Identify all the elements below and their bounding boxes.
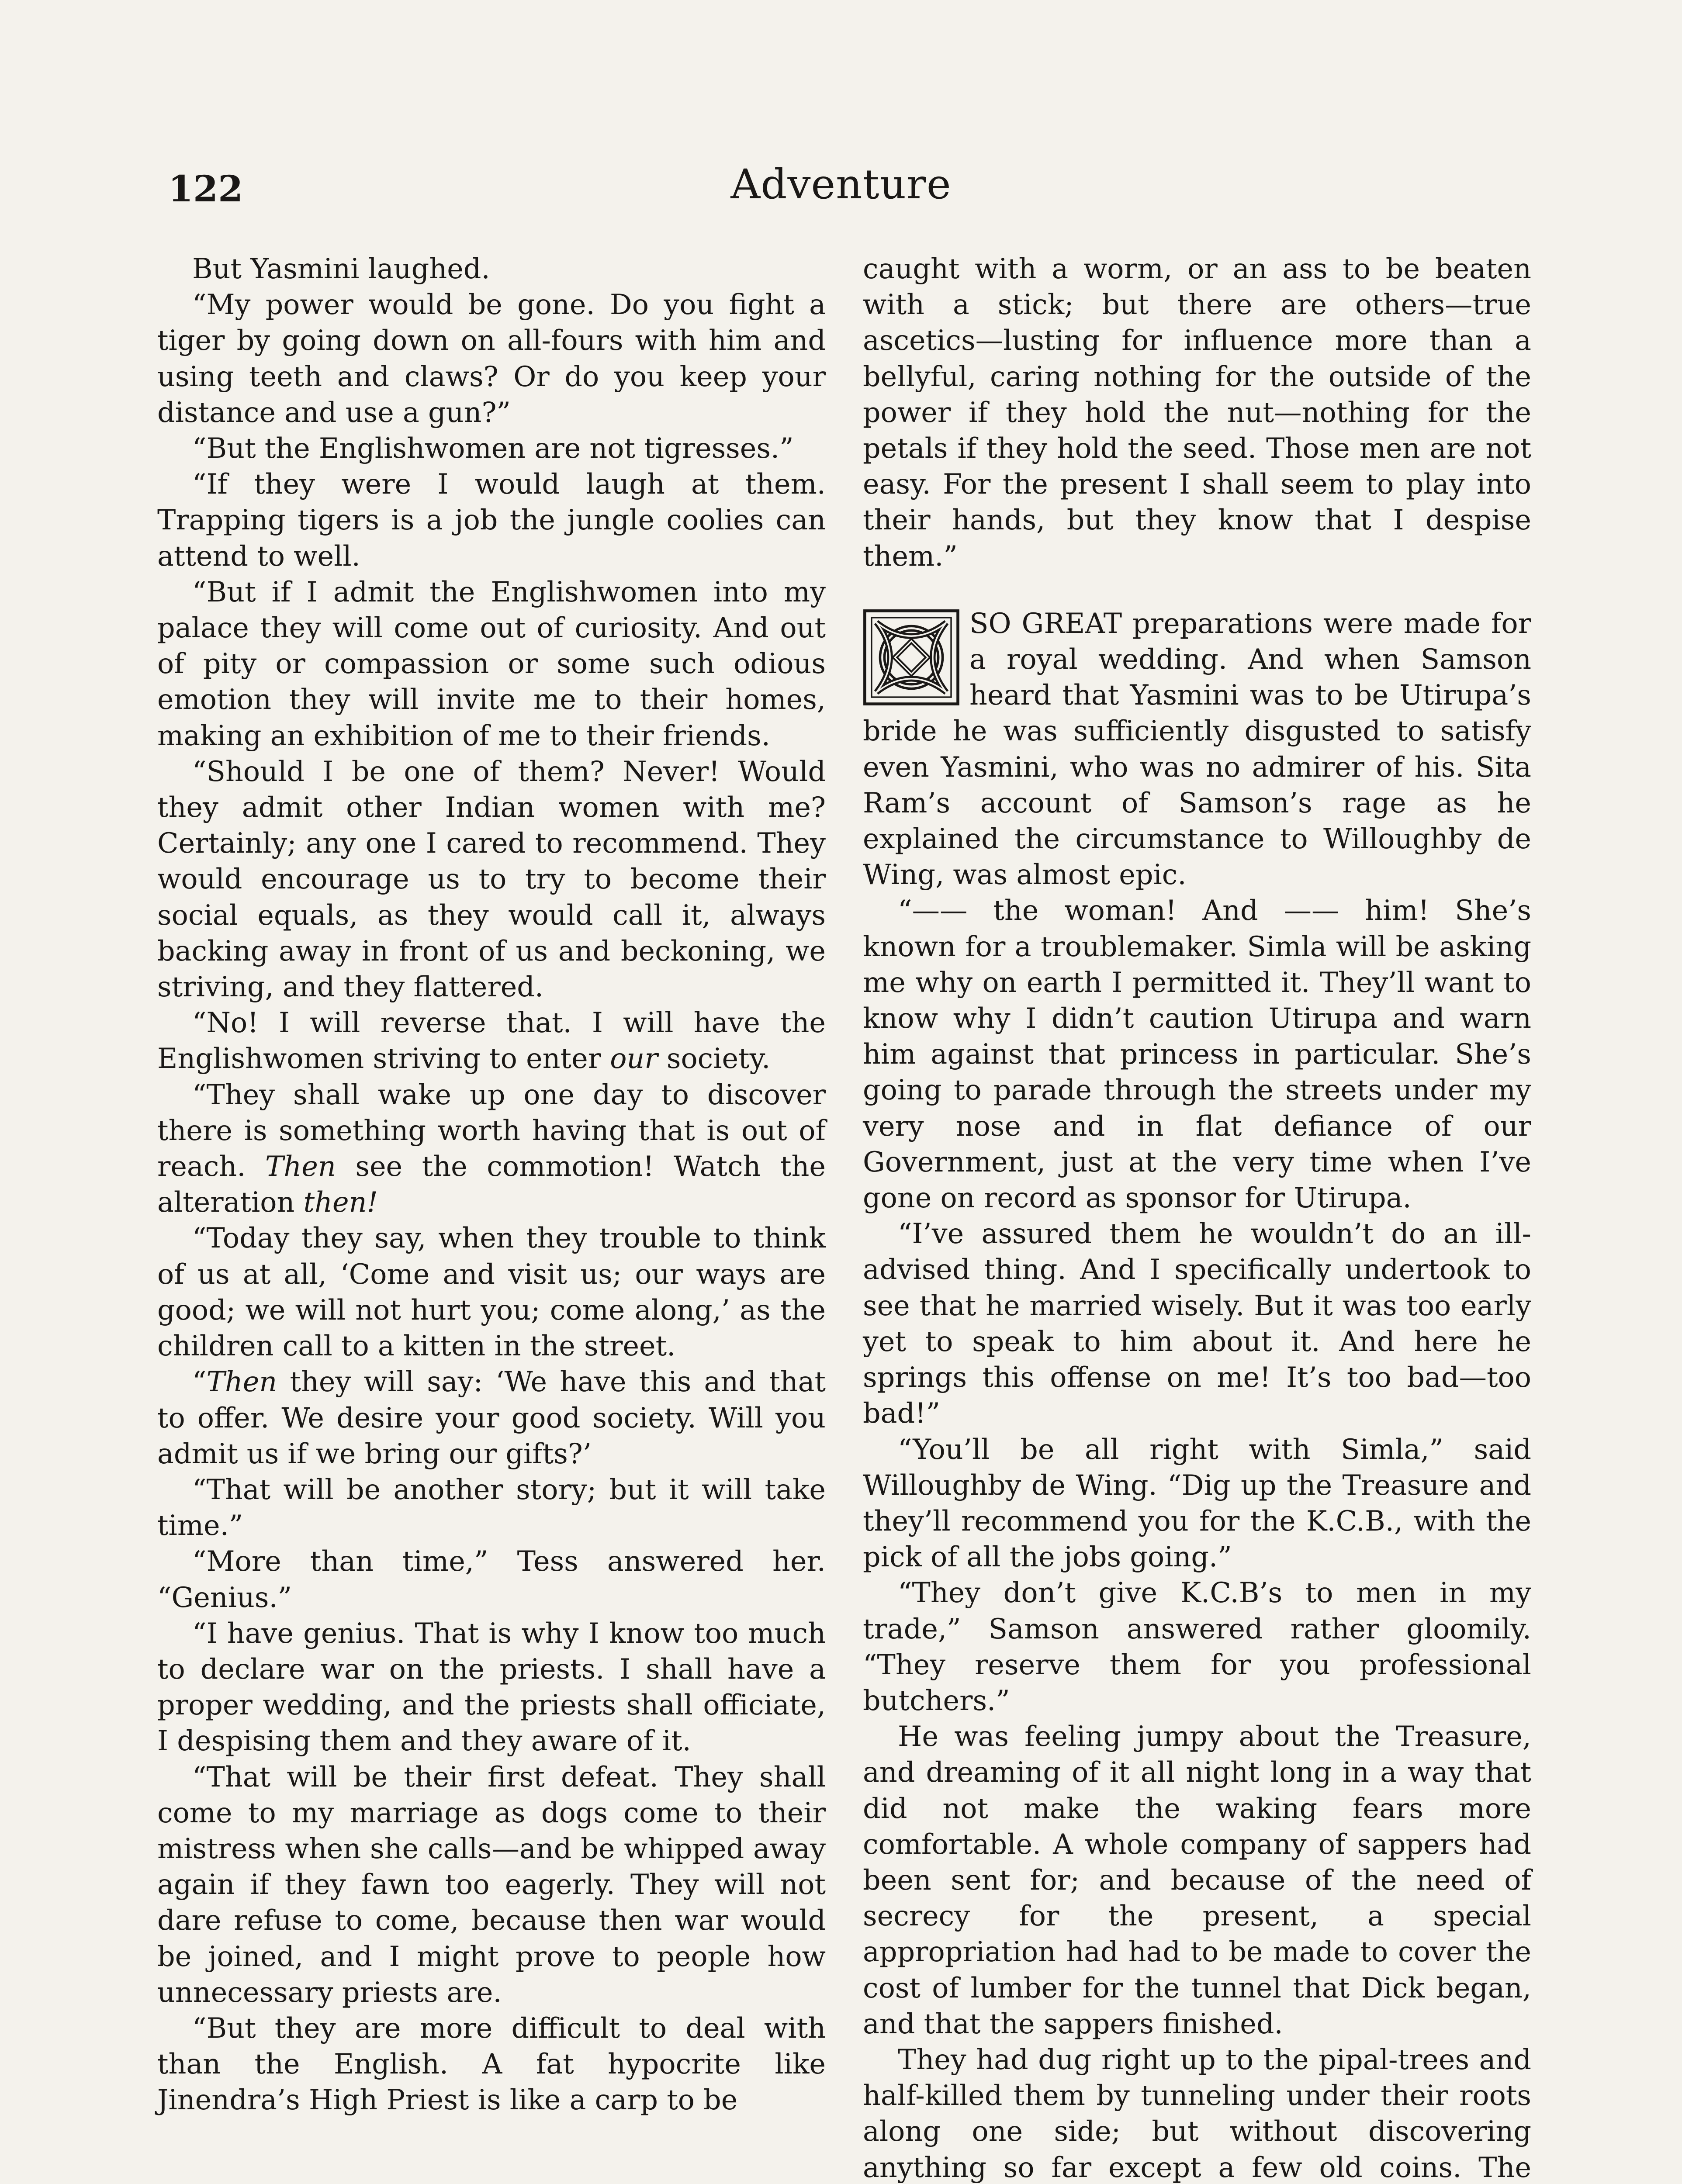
paragraph: “More than time,” Tess answered her. “Genius.” bbox=[157, 1545, 826, 1614]
paragraph: “My power would be gone. Do you fight a tiger by going down on all-fours with him and using teeth and claws? Or do you keep your distance and use a gun?” bbox=[157, 288, 826, 429]
paragraph: He was feeling jumpy about the Treasure, and dreaming of it all night long in a way that did not make the waking fears more comfortable. A whole company of sappers had been sent for; and because of the need of secrecy for the present, a special appropriation had had to be made to cover the cost of lumber for the tunnel that Dick began, and that the sappers finished. bbox=[863, 1720, 1531, 2040]
running-head: Adventure bbox=[730, 161, 952, 208]
paragraph: But Yasmini laughed. bbox=[192, 252, 490, 285]
paragraph: “But the Englishwomen are not tigresses.” bbox=[192, 432, 794, 465]
paragraph: “I have genius. That is why I know too much to declare war on the priests. I shall have a proper wedding, and the priests shall officiate, I despising them and they aware of it. bbox=[157, 1617, 826, 1757]
paragraph: They had dug right up to the pipal-trees and half-killed them by tunneling under their roots along one side; but without discovering anything so far except a few old coins. The bbox=[863, 2043, 1531, 2184]
page-number: 122 bbox=[168, 168, 243, 210]
paragraph: “Then they will say: ‘We have this and that to offer. We desire your good society. Will you admit us if we bring our gifts?’ bbox=[157, 1365, 826, 1470]
paragraph: “No! I will reverse that. I will have the Englishwomen striving to enter our society. bbox=[157, 1006, 826, 1075]
continued-paragraph: caught with a worm, or an ass to be beaten with a stick; but there are others—true ascetics—lusting for influence more than a bellyful, caring nothing for the outside of the power if they hold the nut—nothing for the petals if they hold the seed. Those men are not easy. For the present I shall seem to play into their hands, but they know that I despise them.” bbox=[863, 252, 1531, 572]
section-opening-paragraph: SO GREAT preparations were made for a royal wedding. And when Samson heard that Yasmini was to be Utirupa’s bride he was sufficiently disgusted to satisfy even Yasmini, who was no admirer of his. Sita Ram’s account of Samson’s rage as he explained the circumstance to Willoughby de Wing, was almost epic. bbox=[863, 607, 1531, 891]
paragraph: “That will be another story; but it will take time.” bbox=[157, 1473, 826, 1542]
paragraph: “They shall wake up one day to discover there is something worth having that is out of reach. Then see the commotion! Watch the alteration then! bbox=[157, 1078, 826, 1219]
paragraph: “But they are more difficult to deal with than the English. A fat hypocrite like Jinendra’s High Priest is like a carp to be bbox=[157, 2011, 826, 2116]
left-column bbox=[157, 251, 826, 2118]
right-column bbox=[863, 251, 1531, 2184]
paragraph: “—— the woman! And —— him! She’s known for a troublemaker. Simla will be asking me why on earth I permitted it. They’ll want to know why I didn’t caution Utirupa and warn him against that princess in particular. She’s going to parade through the streets under my very nose and in flat defiance of our Government, just at the very time when I’ve gone on record as sponsor for Utirupa. bbox=[863, 894, 1531, 1214]
paragraph: “Today they say, when they trouble to think of us at all, ‘Come and visit us; our ways are good; we will not hurt you; come along,’ as the children call to a kitten in the street. bbox=[157, 1222, 826, 1362]
paragraph: “That will be their first defeat. They shall come to my marriage as dogs come to their mistress when she calls—and be whipped away again if they fawn too eagerly. They will not dare refuse to come, because then war would be joined, and I might prove to people how unnecessary priests are. bbox=[157, 1760, 826, 2008]
paragraph: “If they were I would laugh at them. Trapping tigers is a job the jungle coolies can attend to well. bbox=[157, 468, 826, 572]
paragraph: “Should I be one of them? Never! Would they admit other Indian women with me? Certainly; any one I cared to recommend. They would encourage us to try to become their social equals, as they would call it, always backing away in front of us and beckoning, we striving, and they flattered. bbox=[157, 755, 826, 1003]
paragraph: “You’ll be all right with Simla,” said Willoughby de Wing. “Dig up the Treasure and they’ll recommend you for the K.C.B., with the pick of all the jobs going.” bbox=[863, 1433, 1531, 1573]
paragraph: “I’ve assured them he wouldn’t do an ill-advised thing. And I specifically undertook to see that he married wisely. But it was too early yet to speak to him about it. And here he springs this offense on me! It’s too bad—too bad!” bbox=[863, 1217, 1531, 1430]
paragraph: “But if I admit the Englishwomen into my palace they will come out of curiosity. And out of pity or compassion or some such odious emotion they will invite me to their homes, making an exhibition of me to their friends. bbox=[157, 575, 826, 752]
paragraph: “They don’t give K.C.B’s to men in my trade,” Samson answered rather gloomily. “They reserve them for you professional butchers.” bbox=[863, 1576, 1531, 1717]
celtic-knot-ornament-icon bbox=[863, 609, 960, 706]
